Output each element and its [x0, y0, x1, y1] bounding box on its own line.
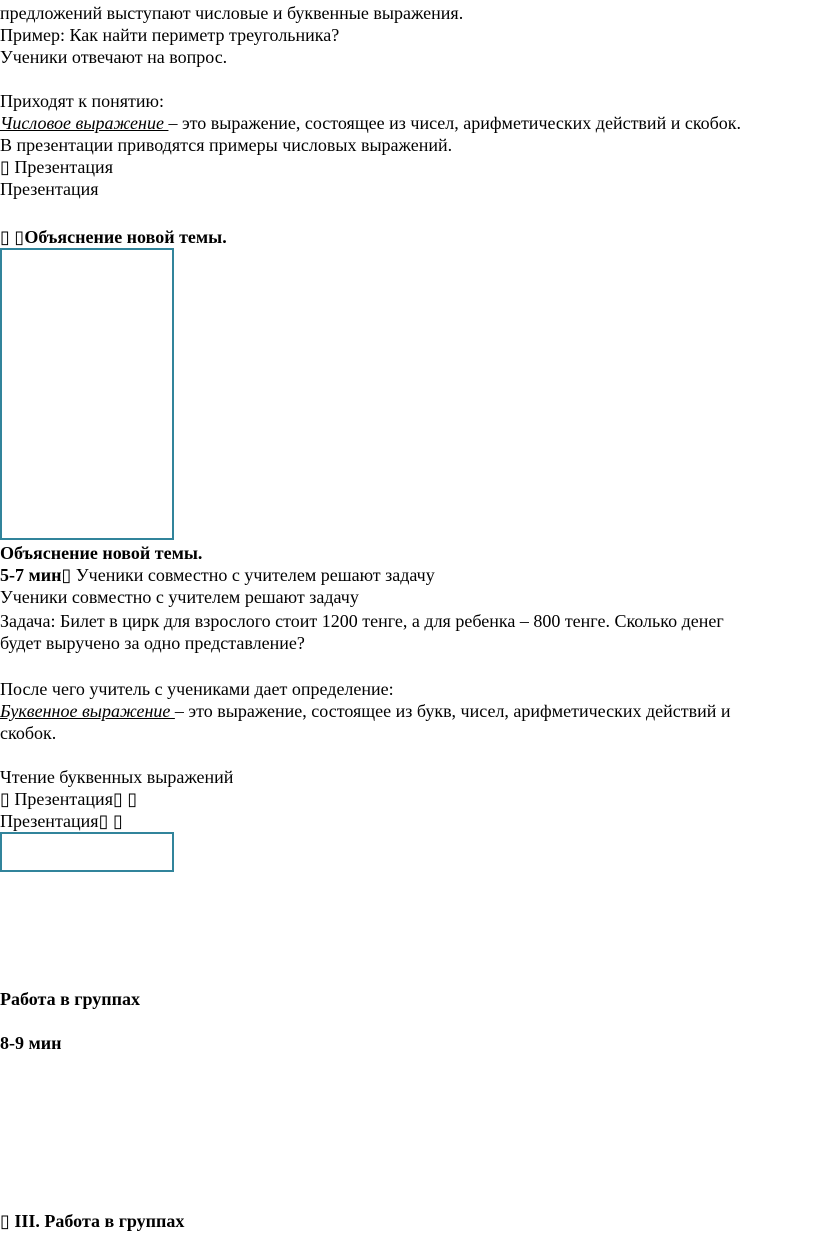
section-heading-text: Объяснение новой темы.	[24, 227, 227, 247]
time-label: 8-9 мин	[0, 1033, 62, 1053]
text-line: Чтение буквенных выражений	[0, 767, 234, 787]
missing-glyph-icon: ▯	[127, 789, 138, 809]
section-heading	[0, 226, 227, 248]
section-heading	[0, 1210, 184, 1232]
definition-numeric	[0, 112, 741, 134]
presentation-line: Презентация	[0, 179, 99, 199]
presentation-line: Презентация▯ ▯	[0, 811, 123, 831]
time-line: 5-7 мин▯ Ученики совместно с учителем решают задачу	[0, 565, 435, 585]
missing-glyph-icon: ▯	[112, 811, 123, 831]
definition-term: Числовое выражение	[0, 113, 169, 133]
text-line: В презентации приводятся примеры числовых выражений.	[0, 135, 453, 155]
missing-glyph-icon: ▯	[0, 157, 10, 177]
section-heading: Объяснение новой темы.	[0, 543, 203, 563]
missing-glyph-icon: ▯	[61, 565, 72, 585]
empty-frame	[0, 248, 174, 540]
missing-glyph-icon: ▯	[14, 227, 25, 247]
missing-glyph-icon: ▯	[0, 789, 10, 809]
section-heading: Работа в группах	[0, 989, 140, 1009]
text-line: Приходят к понятию:	[0, 91, 164, 111]
empty-frame	[0, 832, 174, 872]
text-line: предложений выступают числовые и буквенные выражения.	[0, 3, 464, 23]
missing-glyph-icon: ▯	[98, 811, 109, 831]
missing-glyph-icon: ▯	[112, 789, 123, 809]
missing-glyph-icon: ▯	[0, 1211, 10, 1231]
task-line: Задача: Билет в цирк для взрослого стоит 1200 тенге, а для ребенка – 800 тенге. Сколько денег	[0, 611, 724, 631]
text-line: После чего учитель с учениками дает определение:	[0, 679, 394, 699]
text-line: Ученики отвечают на вопрос.	[0, 47, 228, 67]
presentation-line: ▯ Презентация▯ ▯	[0, 789, 138, 809]
definition-text: – это выражение, состоящее из букв, чисел, арифметических действий и	[174, 701, 731, 721]
text-line: Ученики совместно с учителем решают задачу	[0, 587, 359, 607]
text-line: скобок.	[0, 723, 57, 743]
definition-text: – это выражение, состоящее из чисел, арифметических действий и скобок.	[168, 113, 742, 133]
presentation-line: ▯ Презентация	[0, 157, 113, 177]
task-line: будет выручено за одно представление?	[0, 633, 305, 653]
missing-glyph-icon: ▯	[0, 227, 10, 247]
section-heading-text: III. Работа в группах	[9, 1211, 185, 1231]
time-label: 5-7 мин	[0, 565, 62, 585]
text-line: Пример: Как найти периметр треугольника?	[0, 25, 340, 45]
definition-letter	[0, 700, 730, 722]
definition-term: Буквенное выражение	[0, 701, 175, 721]
